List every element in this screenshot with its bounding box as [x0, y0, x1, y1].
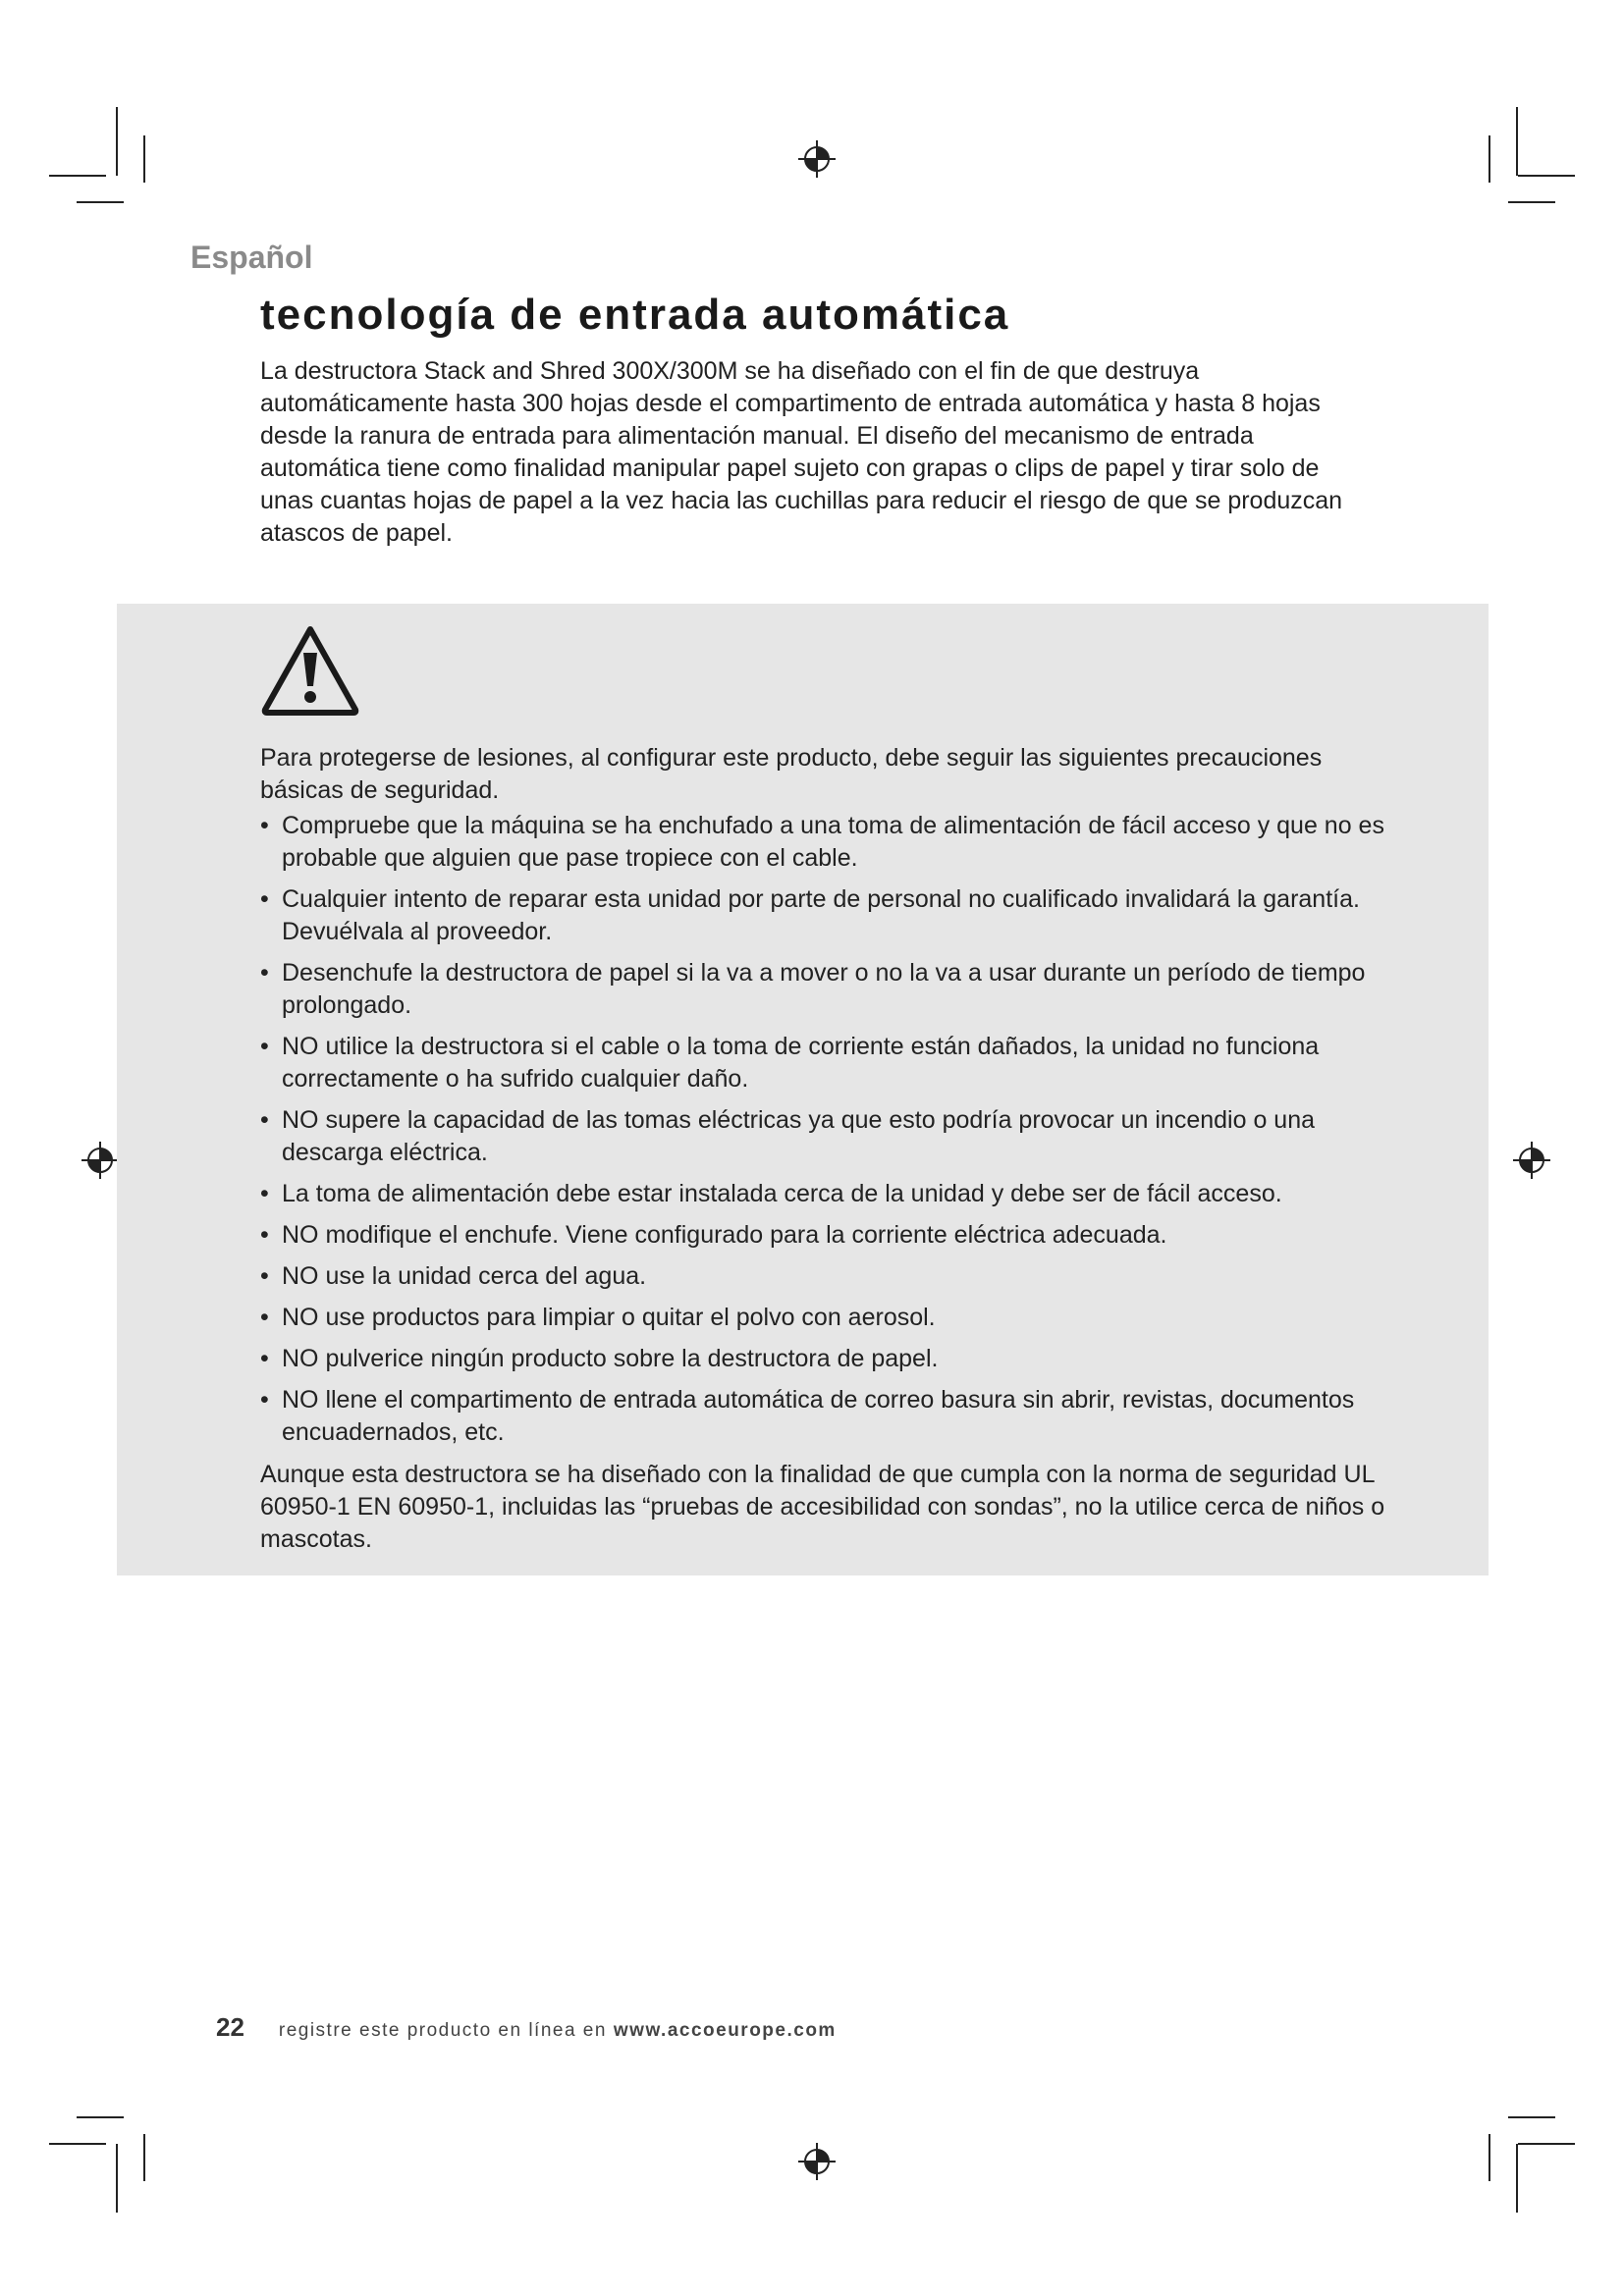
- list-item: [260, 1343, 1419, 1375]
- bullet-icon: •: [260, 1386, 269, 1414]
- crop-mark: [49, 175, 106, 177]
- list-item: [260, 1031, 1419, 1095]
- bullet-icon: •: [260, 885, 269, 913]
- registration-mark-icon: [1512, 1141, 1551, 1180]
- crop-mark: [1489, 2134, 1490, 2181]
- crop-mark: [1516, 107, 1518, 176]
- bullet-icon: •: [260, 1033, 269, 1060]
- list-item: [260, 1384, 1419, 1449]
- bullet-icon: •: [260, 812, 269, 839]
- registration-mark-icon: [81, 1141, 120, 1180]
- crop-mark: [1508, 2116, 1555, 2118]
- registration-mark-icon: [797, 2142, 837, 2181]
- bullet-icon: •: [260, 1262, 269, 1290]
- list-item-text: NO use la unidad cerca del agua.: [282, 1262, 647, 1290]
- list-item: [260, 957, 1419, 1022]
- crop-mark: [143, 2134, 145, 2181]
- safety-warning-box: [117, 604, 1489, 1575]
- crop-mark: [49, 2143, 106, 2145]
- list-item-text: La toma de alimentación debe estar instalada cerca de la unidad y debe ser de fácil acceso.: [282, 1180, 1282, 1207]
- list-item-text: NO utilice la destructora si el cable o la toma de corriente están dañados, la unidad no funciona correctamente o ha sufrido cualquier daño.: [282, 1033, 1320, 1093]
- list-item: [260, 883, 1419, 948]
- crop-mark: [1518, 175, 1575, 177]
- bullet-icon: •: [260, 1345, 269, 1372]
- crop-mark: [77, 2116, 124, 2118]
- list-item-text: Compruebe que la máquina se ha enchufado a una toma de alimentación de fácil acceso y que no es probable que alguien que pase tropiece con el cable.: [282, 812, 1384, 872]
- bullet-icon: •: [260, 1304, 269, 1331]
- crop-mark: [1508, 201, 1555, 203]
- crop-mark: [116, 107, 118, 176]
- footer-text: registre este producto en línea en: [278, 2020, 607, 2041]
- crop-mark: [1518, 2143, 1575, 2145]
- registration-mark-icon: [797, 139, 837, 179]
- crop-mark: [77, 201, 124, 203]
- bullet-icon: •: [260, 1221, 269, 1249]
- warning-triangle-icon: [259, 623, 361, 718]
- list-item: [260, 1219, 1419, 1252]
- bullet-icon: •: [260, 1180, 269, 1207]
- page-footer: [216, 2012, 837, 2043]
- crop-mark: [1516, 2144, 1518, 2213]
- list-item: [260, 1178, 1419, 1210]
- list-item: [260, 1260, 1419, 1293]
- list-item-text: NO llene el compartimento de entrada automática de correo basura sin abrir, revistas, documentos encuadernados, etc.: [282, 1386, 1355, 1446]
- crop-mark: [1489, 135, 1490, 183]
- list-item-text: Desenchufe la destructora de papel si la va a mover o no la va a usar durante un período de tiempo prolongado.: [282, 959, 1366, 1019]
- bullet-icon: •: [260, 959, 269, 987]
- list-item-text: NO use productos para limpiar o quitar el polvo con aerosol.: [282, 1304, 936, 1331]
- bullet-icon: •: [260, 1106, 269, 1134]
- list-item: [260, 1104, 1419, 1169]
- list-item-text: NO pulverice ningún producto sobre la destructora de papel.: [282, 1345, 939, 1372]
- page-number: 22: [216, 2012, 244, 2042]
- crop-mark: [143, 135, 145, 183]
- intro-paragraph: La destructora Stack and Shred 300X/300M se ha diseñado con el fin de que destruya automáticamente hasta 300 hojas desde el compartimento de entrada automática y hasta 8 hojas desde la ranura de entrada para alimentación manual. El diseño del mecanismo de entrada automática tiene como finalidad manipular papel sujeto con grapas o clips de papel y tirar solo de unas cuantas hojas de papel a la vez hacia las cuchillas para reducir el riesgo de que se produzcan atascos de papel.: [260, 357, 1343, 547]
- list-item-text: Cualquier intento de reparar esta unidad por parte de personal no cualificado invalidará la garantía. Devuélvala al proveedor.: [282, 885, 1360, 945]
- warning-outro: Aunque esta destructora se ha diseñado con la finalidad de que cumpla con la norma de seguridad UL 60950-1 EN 60950-1, incluidas las “pruebas de accesibilidad con sondas”, no la utilice cerca de niños o mascotas.: [260, 1461, 1385, 1553]
- list-item: [260, 1302, 1419, 1334]
- crop-mark: [116, 2144, 118, 2213]
- list-item: [260, 810, 1419, 875]
- section-title: tecnología de entrada automática: [260, 291, 1010, 339]
- safety-precautions-list: [260, 810, 1419, 1458]
- warning-intro: Para protegerse de lesiones, al configurar este producto, debe seguir las siguientes precauciones básicas de seguridad.: [260, 744, 1323, 804]
- list-item-text: NO supere la capacidad de las tomas eléctricas ya que esto podría provocar un incendio o una descarga eléctrica.: [282, 1106, 1316, 1166]
- list-item-text: NO modifique el enchufe. Viene configurado para la corriente eléctrica adecuada.: [282, 1221, 1167, 1249]
- language-label: Español: [190, 240, 313, 275]
- footer-url-link[interactable]: www.accoeurope.com: [613, 2020, 837, 2041]
